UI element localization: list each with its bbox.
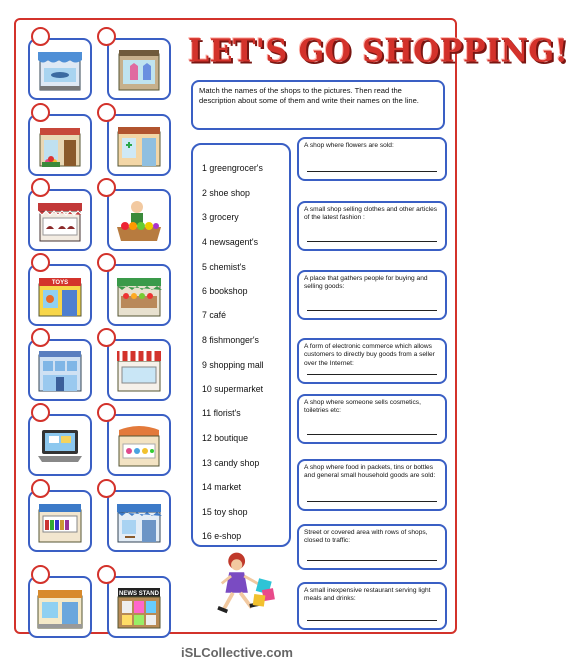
- answer-circle-12[interactable]: [97, 403, 116, 422]
- list-item: 3 grocery: [202, 212, 239, 222]
- answer-circle-1[interactable]: [31, 27, 50, 46]
- answer-circle-11[interactable]: [31, 403, 50, 422]
- list-item: 12 boutique: [202, 433, 248, 443]
- description-box-1: [297, 137, 447, 181]
- candy-shop-picture: [115, 422, 163, 468]
- answer-line[interactable]: [307, 374, 437, 375]
- picture-tile-14: [107, 490, 171, 552]
- list-item: 9 shopping mall: [202, 360, 264, 370]
- list-item: 6 bookshop: [202, 286, 248, 296]
- picture-tile-4: [107, 114, 171, 176]
- list-item: 2 shoe shop: [202, 188, 250, 198]
- description-text: A place that gathers people for buying and selling goods:: [304, 275, 428, 291]
- toy-shop-picture: [36, 272, 84, 318]
- picture-tile-15: [28, 576, 92, 638]
- description-box-3: [297, 270, 447, 320]
- shopping-mall-picture: [36, 347, 84, 393]
- chemist-shop-picture: [115, 122, 163, 168]
- list-item: 10 supermarket: [202, 384, 264, 394]
- answer-circle-13[interactable]: [31, 479, 50, 498]
- list-item: 16 e-shop: [202, 531, 242, 541]
- answer-circle-8[interactable]: [97, 253, 116, 272]
- description-text: A shop where flowers are sold:: [304, 142, 394, 149]
- picture-tile-5: [28, 189, 92, 251]
- instructions-box: Match the names of the shops to the pictures. Then read the description about some of them and write their names on the line.: [191, 80, 445, 130]
- answer-line[interactable]: [307, 241, 437, 242]
- picture-tile-3: [28, 114, 92, 176]
- list-item: 7 café: [202, 310, 226, 320]
- bookshop-picture: [36, 498, 84, 544]
- page-title: LET'S GO SHOPPING!: [188, 33, 568, 70]
- description-box-4: [297, 338, 447, 384]
- description-text: A shop where someone sells cosmetics, toiletries etc:: [304, 399, 421, 415]
- list-item: 14 market: [202, 482, 242, 492]
- boutique-picture: [115, 46, 163, 92]
- list-item: 1 greengrocer's: [202, 163, 263, 173]
- answer-circle-15[interactable]: [31, 565, 50, 584]
- grocery-shop-picture: [115, 347, 163, 393]
- answer-circle-2[interactable]: [97, 27, 116, 46]
- list-item: 13 candy shop: [202, 458, 260, 468]
- answer-circle-3[interactable]: [31, 103, 50, 122]
- answer-circle-7[interactable]: [31, 253, 50, 272]
- description-text: A form of electronic commerce which allows customers to directly buy goods from a seller over the Internet:: [304, 343, 435, 367]
- shop-names-list: [191, 143, 291, 547]
- supermarket-picture: [36, 584, 84, 630]
- description-text: A shop where food in packets, tins or bottles and general small household goods are sold:: [304, 464, 436, 480]
- newsagent-picture: [115, 584, 163, 630]
- picture-tile-12: [107, 414, 171, 476]
- cafe-picture: [115, 498, 163, 544]
- picture-tile-2: [107, 38, 171, 100]
- news-stand-sign-text: NEWS STAND: [119, 591, 159, 597]
- picture-tile-8: [107, 264, 171, 326]
- toys-sign-text: TOYS: [51, 280, 69, 286]
- answer-circle-16[interactable]: [97, 565, 116, 584]
- picture-tile-1: [28, 38, 92, 100]
- e-shop-laptop-picture: [36, 422, 84, 468]
- description-text: A small inexpensive restaurant serving light meals and drinks:: [304, 587, 431, 603]
- answer-circle-9[interactable]: [31, 328, 50, 347]
- answer-line[interactable]: [307, 434, 437, 435]
- answer-line[interactable]: [307, 501, 437, 502]
- picture-tile-6: [107, 189, 171, 251]
- market-stall-picture: [115, 197, 163, 243]
- description-box-8: [297, 582, 447, 630]
- list-item: 5 chemist's: [202, 262, 246, 272]
- picture-tile-7: [28, 264, 92, 326]
- picture-tile-11: [28, 414, 92, 476]
- list-item: 11 florist's: [202, 408, 241, 418]
- description-box-7: [297, 524, 447, 570]
- picture-tile-9: [28, 339, 92, 401]
- greengrocer-shop-picture: [115, 272, 163, 318]
- shoe-shop-picture: [36, 197, 84, 243]
- footer-watermark: iSLCollective.com: [181, 645, 293, 660]
- list-item: 15 toy shop: [202, 507, 248, 517]
- answer-circle-6[interactable]: [97, 178, 116, 197]
- list-item: 4 newsagent's: [202, 237, 258, 247]
- florist-shop-picture: [36, 122, 84, 168]
- picture-tile-13: [28, 490, 92, 552]
- answer-line[interactable]: [307, 310, 437, 311]
- answer-line[interactable]: [307, 171, 437, 172]
- description-box-5: [297, 394, 447, 444]
- description-box-6: [297, 459, 447, 511]
- description-text: A small shop selling clothes and other articles of the latest fashion :: [304, 206, 438, 222]
- answer-circle-4[interactable]: [97, 103, 116, 122]
- list-item: 8 fishmonger's: [202, 335, 259, 345]
- picture-tile-16: [107, 576, 171, 638]
- answer-line[interactable]: [307, 620, 437, 621]
- shopper-woman-illustration: [206, 548, 286, 632]
- answer-circle-10[interactable]: [97, 328, 116, 347]
- answer-circle-5[interactable]: [31, 178, 50, 197]
- fishmonger-shop-picture: [36, 46, 84, 92]
- answer-line[interactable]: [307, 560, 437, 561]
- answer-circle-14[interactable]: [97, 479, 116, 498]
- picture-tile-10: [107, 339, 171, 401]
- description-text: Street or covered area with rows of shops, closed to traffic:: [304, 529, 428, 545]
- description-box-2: [297, 201, 447, 251]
